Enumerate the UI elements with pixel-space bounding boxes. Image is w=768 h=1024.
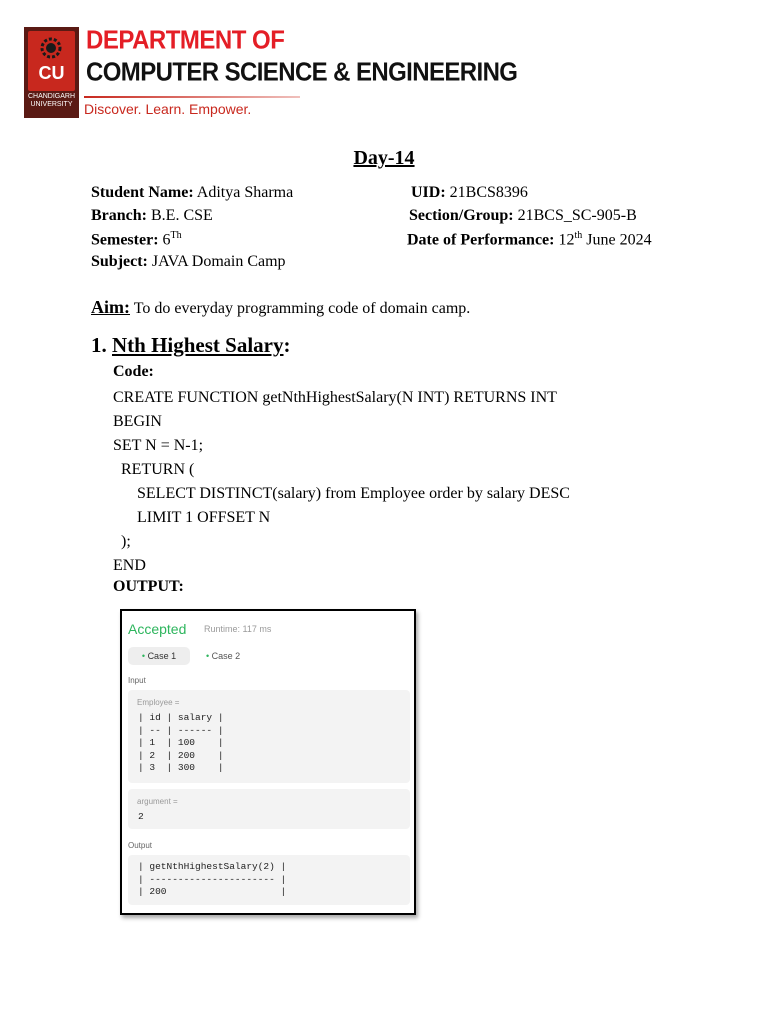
student-name-label: Student Name: bbox=[91, 184, 194, 201]
section-label: Section/Group: bbox=[409, 207, 514, 224]
uid-row bbox=[411, 184, 528, 202]
argument-label: argument = bbox=[137, 797, 178, 806]
problem-colon: : bbox=[283, 333, 291, 357]
result-screenshot bbox=[120, 609, 416, 915]
logo-subtext: CHANDIGARH UNIVERSITY bbox=[27, 93, 76, 108]
problem-heading bbox=[91, 333, 291, 358]
tab-case-1-label: Case 1 bbox=[147, 651, 177, 661]
argument-panel bbox=[128, 789, 410, 829]
employee-label: Employee = bbox=[137, 698, 180, 707]
output-section-label: Output bbox=[128, 841, 153, 850]
date-row bbox=[407, 230, 652, 249]
university-logo bbox=[24, 27, 79, 118]
logo-text: CU bbox=[38, 63, 65, 83]
student-name: Aditya Sharma bbox=[196, 184, 294, 201]
code-label: Code: bbox=[113, 363, 154, 380]
header-divider bbox=[84, 96, 300, 98]
aim-label: Aim: bbox=[91, 297, 130, 317]
tagline: Discover. Learn. Empower. bbox=[84, 101, 252, 117]
subject-value: JAVA Domain Camp bbox=[151, 253, 286, 270]
date-suffix: th bbox=[574, 230, 583, 241]
department-line-2: COMPUTER SCIENCE & ENGINEERING bbox=[86, 58, 518, 88]
branch-label: Branch: bbox=[91, 207, 147, 224]
output-label: OUTPUT: bbox=[113, 578, 184, 595]
semester-row bbox=[91, 230, 182, 249]
employee-panel bbox=[128, 690, 410, 783]
dot-icon: • bbox=[141, 651, 146, 661]
employee-table: | id | salary | | -- | ------ | | 1 | 100 | | 2 | 200 | | 3 | 300 | bbox=[138, 712, 224, 773]
problem-title: Nth Highest Salary bbox=[112, 333, 284, 357]
section-value: 21BCS_SC-905-B bbox=[517, 207, 637, 224]
date-day: 12 bbox=[558, 231, 575, 249]
input-label: Input bbox=[128, 676, 146, 685]
date-label: Date of Performance: bbox=[407, 231, 555, 249]
date-rest: June 2024 bbox=[586, 231, 652, 249]
problem-number: 1. bbox=[91, 333, 107, 357]
output-panel bbox=[128, 855, 410, 905]
aim-row bbox=[91, 297, 470, 318]
uid-label: UID: bbox=[411, 184, 446, 201]
tab-case-1[interactable] bbox=[128, 647, 190, 665]
semester-value: 6 bbox=[162, 231, 171, 249]
department-line-1: DEPARTMENT OF bbox=[86, 26, 285, 56]
uid-value: 21BCS8396 bbox=[449, 184, 528, 201]
subject-label: Subject: bbox=[91, 253, 148, 270]
gear-icon bbox=[38, 35, 64, 61]
student-name-row bbox=[91, 184, 293, 202]
subject-row bbox=[91, 253, 286, 271]
runtime-text: Runtime: 117 ms bbox=[204, 624, 272, 634]
aim-text: To do everyday programming code of domain camp. bbox=[133, 300, 471, 317]
dot-icon: • bbox=[206, 651, 210, 661]
output-table: | getNthHighestSalary(2) | | ---------------------- | | 200 | bbox=[138, 861, 287, 897]
branch-value: B.E. CSE bbox=[151, 207, 213, 224]
page-title: Day-14 bbox=[353, 147, 415, 169]
branch-row bbox=[91, 207, 213, 225]
tab-case-2[interactable] bbox=[206, 647, 240, 665]
section-row bbox=[409, 207, 637, 225]
semester-label: Semester: bbox=[91, 231, 159, 249]
sql-code-block: CREATE FUNCTION getNthHighestSalary(N INT) RETURNS INT BEGIN SET N = N-1; RETURN ( SELECT DISTINCT(salary) from Employee order by salary DESC LIMIT 1 OFFSET N ); END bbox=[113, 389, 570, 574]
argument-value: 2 bbox=[138, 811, 144, 822]
tab-case-2-label: Case 2 bbox=[211, 651, 241, 661]
status-badge: Accepted bbox=[128, 621, 187, 637]
semester-suffix: Th bbox=[170, 230, 182, 241]
